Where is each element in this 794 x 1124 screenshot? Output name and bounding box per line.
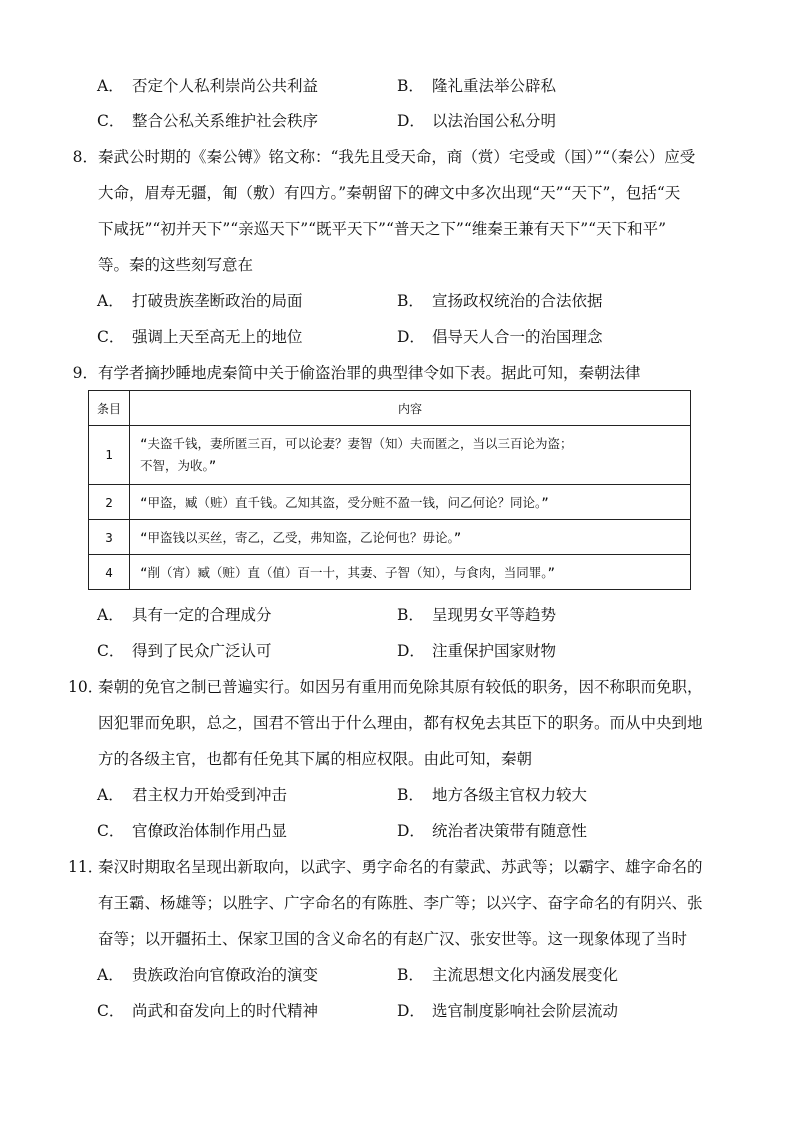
q11-option-d-text: 选官制度影响社会阶层流动 (432, 1002, 619, 1020)
q10-option-a-letter: A． (97, 786, 124, 804)
table-row (89, 555, 691, 590)
q7-option-d-letter: D． (397, 112, 425, 130)
q9-option-c-letter: C． (97, 642, 125, 660)
q11-option-a-text: 贵族政治向官僚政治的演变 (132, 966, 319, 984)
q10-option-c-letter: C． (97, 822, 125, 840)
q10-option-b-letter: B． (397, 786, 424, 804)
q10-option-c-text: 官僚政治体制作用凸显 (132, 822, 288, 840)
q9-option-b-letter: B． (397, 606, 424, 624)
q7-option-b-letter: B． (397, 77, 424, 95)
question-number: 9． (72, 364, 98, 382)
q10-option-b-text: 地方各级主官权力较大 (432, 786, 588, 804)
q8-option-c-text: 强调上天至高无上的地位 (132, 328, 303, 346)
q9-option-a-letter: A． (97, 606, 124, 624)
row-content: “削（宵）臧（赃）直（值）百一十，其妻、子智（知），与食肉，当同罪。” (130, 555, 691, 590)
q9-option-c-text: 得到了民众广泛认可 (132, 642, 272, 660)
q7-option-c-text: 整合公私关系维护社会秩序 (132, 112, 319, 130)
q11-option-b-text: 主流思想文化内涵发展变化 (432, 966, 619, 984)
question-stem-line: 因犯罪而免职，总之，国君不管出于什么理由，都有权免去其臣下的职务。而从中央到地 (98, 714, 703, 732)
q11-option-c-text: 尚武和奋发向上的时代精神 (132, 1002, 319, 1020)
question-stem-line: 等。秦的这些刻写意在 (98, 256, 254, 274)
q7-option-d-text: 以法治国公私分明 (432, 112, 557, 130)
question-number: 11． (68, 858, 104, 876)
q11-option-a-letter: A． (97, 966, 124, 984)
question-stem-line: 有王霸、杨雄等；以胜字、广字命名的有陈胜、李广等；以兴字、奋字命名的有阴兴、张 (98, 894, 703, 912)
q7-option-c-letter: C． (97, 112, 125, 130)
q8-option-c-letter: C． (97, 328, 125, 346)
q11-option-c-letter: C． (97, 1002, 125, 1020)
q10-option-d-text: 统治者决策带有随意性 (432, 822, 588, 840)
q7-option-a-letter: A． (97, 77, 124, 95)
row-content-line: “夫盗千钱，妻所匿三百，可以论妻？妻智（知）夫而匿之，当以三百论为盗； (140, 436, 573, 451)
question-stem-line: 秦朝的免官之制已普遍实行。如因另有重用而免除其原有较低的职务，因不称职而免职， (98, 678, 703, 696)
row-number: 2 (89, 485, 130, 520)
q8-option-b-text: 宣扬政权统治的合法依据 (432, 292, 603, 310)
row-content: “甲盗，臧（赃）直千钱。乙知其盗，受分赃不盈一钱，问乙何论？同论。” (130, 485, 691, 520)
q8-option-d-letter: D． (397, 328, 425, 346)
q9-option-d-text: 注重保护国家财物 (432, 642, 557, 660)
question-stem-line: 方的各级主官，也都有任免其下属的相应权限。由此可知，秦朝 (98, 750, 533, 768)
q8-option-b-letter: B． (397, 292, 424, 310)
q11-option-d-letter: D． (397, 1002, 425, 1020)
q9-option-a-text: 具有一定的合理成分 (132, 606, 272, 624)
row-content-line: 不智，为收。” (140, 458, 217, 473)
question-number: 10． (68, 678, 104, 696)
column-header-content: 内容 (130, 391, 691, 426)
question-number: 8． (72, 148, 98, 166)
question-stem-line: 大命，眉寿无疆，匍（敷）有四方。”秦朝留下的碑文中多次出现“天”“天下”，包括“天 (98, 184, 681, 202)
row-number: 1 (89, 426, 130, 485)
row-content (130, 426, 691, 485)
question-stem-line: 奋等；以开疆拓土、保家卫国的含义命名的有赵广汉、张安世等。这一现象体现了当时 (98, 930, 688, 948)
q8-option-a-letter: A． (97, 292, 124, 310)
table-row (89, 485, 691, 520)
q10-option-d-letter: D． (397, 822, 425, 840)
table-row (89, 426, 691, 485)
question-stem-line: 秦汉时期取名呈现出新取向，以武字、勇字命名的有蒙武、苏武等；以霸字、雄字命名的 (98, 858, 703, 876)
q9-option-d-letter: D． (397, 642, 425, 660)
q9-option-b-text: 呈现男女平等趋势 (432, 606, 557, 624)
q8-option-a-text: 打破贵族垄断政治的局面 (132, 292, 303, 310)
table-row (89, 520, 691, 555)
q11-option-b-letter: B． (397, 966, 424, 984)
q10-option-a-text: 君主权力开始受到冲击 (132, 786, 288, 804)
q7-option-b-text: 隆礼重法举公辟私 (432, 77, 557, 95)
q7-option-a-text: 否定个人私利崇尚公共利益 (132, 77, 319, 95)
question-stem-line: 有学者摘抄睡地虎秦简中关于偷盗治罪的典型律令如下表。据此可知，秦朝法律 (98, 364, 641, 382)
row-number: 3 (89, 520, 130, 555)
column-header-item: 条目 (89, 391, 130, 426)
question-stem-line: 秦武公时期的《秦公镈》铭文称：“我先且受天命，商（赏）宅受或（国）”“（秦公）应受 (98, 148, 696, 166)
table-header-row (89, 391, 691, 426)
row-number: 4 (89, 555, 130, 590)
row-content: “甲盗钱以买丝，寄乙，乙受，弗知盗，乙论何也？毋论。” (130, 520, 691, 555)
statute-table (88, 390, 691, 590)
q8-option-d-text: 倡导天人合一的治国理念 (432, 328, 603, 346)
question-stem-line: 下咸抚”“初并天下”“亲巡天下”“既平天下”“普天之下”“维秦王兼有天下”“天下和平” (98, 220, 667, 238)
